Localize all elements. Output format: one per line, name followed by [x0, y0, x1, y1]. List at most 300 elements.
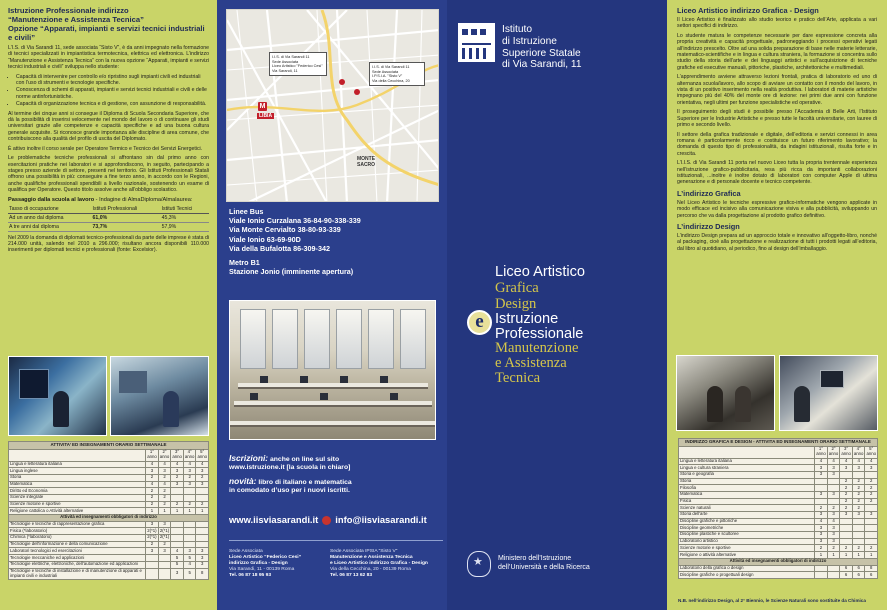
bullet-icon: [322, 516, 331, 525]
hours-cell: 6: [865, 572, 878, 579]
subject-cell: Religione o attività alternative: [679, 552, 815, 559]
bus-title: Linee Bus: [229, 207, 264, 216]
skill-item: • Capacità di organizzazione tecnica e di gestione, con assunzione di responsabilità.: [16, 101, 209, 107]
divider: [229, 540, 443, 541]
hours-cell: 2: [158, 501, 171, 508]
diploma-paragraph: Al termine dei cinque anni si consegue il Diploma di Scuola Secondaria Superiore, che dà la possibilità di inserirsi velocemente nel mondo del lavoro o di continuare gli studi universitari grazie alle competenze e capacità specifiche e ad una buona cultura generale acquisite. Si riconosce grande importanza alle discipline di area comune, che contribuiscono alla qualità del profilo di uscita del Diplomato.: [8, 110, 209, 143]
hours-cell: 3: [196, 468, 209, 475]
liceo-p3: L’apprendimento avviene attraverso lezioni frontali, pratica di laboratorio ed uno di alternanza scuola/lavoro, allo scopo di avviare un contatto con il mondo del lavoro, in vista di un positivo inserimento nella realtà produttiva. I laboratori di materie artistiche impegnano più del 40% del monte ore di lezione: nei primi due anni con funzione orientativa, negli ultimi per funzione specialistiche ed operative.: [677, 74, 877, 106]
subject-cell: Tecnologie e tecniche di rappresentazione grafica: [9, 521, 146, 528]
hours-cell: [171, 488, 184, 495]
hours-cell: 2: [852, 491, 865, 498]
sede-line: Liceo Artistico “Federico Cesi”: [229, 555, 302, 560]
hours-cell: 3: [827, 465, 840, 472]
hours-cell: 3: [815, 525, 828, 532]
occupation-title: Passaggio dalla scuola al lavoro: [8, 196, 95, 203]
hours-cell: 3: [183, 468, 196, 475]
hours-cell: 3: [158, 521, 171, 528]
col-header: 5° anno: [866, 446, 876, 457]
hours-cell: 3: [183, 548, 196, 555]
subject-cell: Discipline geometriche: [679, 525, 815, 532]
metro-title: Metro B1: [229, 257, 260, 267]
hours-cell: 2: [146, 494, 159, 501]
hours-cell: [146, 561, 159, 568]
grafica-heading: L’indirizzo Grafica: [677, 188, 741, 198]
hours-cell: [171, 528, 184, 535]
istruzione-title: Istruzione Professionale indirizzo: [8, 6, 129, 15]
window-shape: [240, 309, 266, 369]
hours-cell: 3: [183, 481, 196, 488]
table-body: [679, 458, 878, 558]
subject-cell: Lingua e cultura straniera: [679, 465, 815, 472]
hours-cell: 2(*1): [147, 534, 157, 540]
hours-cell: [865, 518, 878, 525]
hours-cell: 2: [158, 474, 171, 481]
hours-cell: [865, 532, 878, 539]
cover-professionale: Professionale: [495, 326, 584, 342]
hours-cell: 2: [852, 485, 865, 492]
liceo-p1: Il Liceo Artistico è finalizzato allo studio teorico e pratico dell’Arte, applicata a vari settori specifici di indirizzo.: [677, 17, 877, 30]
col-header: 3° anno: [172, 449, 182, 460]
subject-cell: Discipline grafiche o progettuali design: [679, 572, 815, 579]
location-map: [226, 9, 439, 202]
hours-cell: [196, 541, 209, 548]
hours-cell: 4: [865, 458, 878, 465]
hours-cell: [827, 478, 840, 485]
table-title: ATTIVITA’ ED INSEGNAMENTI ORARIO SETTIMANALE: [9, 442, 209, 450]
subject-cell: Storia: [9, 474, 146, 481]
table-row: [9, 481, 209, 488]
hours-cell: 3: [196, 481, 209, 488]
iscrizioni-site: www.istruzione.it [la scuola in chiaro]: [229, 464, 351, 472]
bus-line: Via Monte Cervialto 38-80-93-339: [229, 225, 341, 235]
subject-cell: Tecnologie elettriche, elettroniche, dell’automazione ed applicazioni: [9, 561, 146, 568]
table-row: [9, 468, 209, 475]
right-schedule-table: [678, 438, 878, 579]
hours-cell: 3: [827, 471, 840, 478]
sede-phone: Tel. 06 87 13 62 83: [330, 573, 373, 578]
occ-header: Istituti Tecnici: [161, 205, 209, 214]
hours-cell: [852, 525, 865, 532]
callout-line: I.P.S.I.A. "Sisto V": [372, 74, 403, 79]
design-paragraph: L’indirizzo Design prepara ad un approccio totale e innovativo all’oggetto-libro, nonché al packaging, cioè alla progettazione e realizzazione di tutti i prodotti legati all’editoria, dal libro al quotidiano, al periodico, fino al design dell’imballaggio.: [677, 232, 877, 252]
student-silhouette: [735, 386, 751, 422]
col-header: 4° anno: [184, 449, 195, 460]
hours-cell: 3: [146, 548, 159, 555]
table-row: [679, 458, 878, 465]
sede-line: e Liceo Artistico indirizzo Grafica - Design: [330, 561, 428, 566]
hours-cell: 2: [146, 488, 159, 495]
hours-cell: 2: [840, 498, 853, 505]
table-row: [679, 478, 878, 485]
callout-line: Sede Associata: [372, 69, 399, 74]
institute-line: di Via Sarandi, 11: [502, 59, 582, 71]
subject-cell: Chimica (*laboratorio): [9, 535, 146, 542]
hours-cell: 4: [827, 458, 840, 465]
hours-cell: 2: [815, 545, 828, 552]
hours-cell: [183, 521, 196, 528]
col-header: 2° anno: [159, 449, 170, 460]
hours-cell: 3: [158, 548, 171, 555]
monitor-shape: [260, 376, 268, 383]
metro-line: Stazione Jonio (imminente apertura): [229, 266, 354, 276]
grafica-paragraph: Nel Liceo Artistico le tecniche espressive grafico-informatiche vengono applicate in modo efficace ed incisivo alla comunicazione visiva e alla pubblicità, sviluppando un percorso che va dalla progettazione al prodotto grafico definitivo.: [677, 199, 877, 219]
hours-cell: 2: [815, 505, 828, 512]
hours-cell: 2: [183, 501, 196, 508]
hours-cell: 3: [815, 491, 828, 498]
hours-cell: 2: [171, 501, 184, 508]
hours-cell: 2: [196, 474, 209, 481]
callout-line: Via Sarandi, 11: [272, 68, 298, 73]
subject-cell: Laboratorio della grafica o design: [679, 565, 815, 572]
subject-cell: Diritto ed Economia: [9, 488, 146, 495]
col-header: 3° anno: [841, 446, 851, 457]
hours-cell: 4: [815, 518, 828, 525]
window-shape: [272, 309, 298, 369]
serale-paragraph: È attivo inoltre il corso serale per Operatore Termico e Tecnico dei Servizi Energetici.: [8, 145, 203, 152]
liceo-title: Liceo Artistico indirizzo Grafica - Design: [677, 6, 819, 15]
hours-cell: 1: [146, 508, 159, 515]
table-row: [679, 471, 878, 478]
hours-cell: 2(*1): [159, 534, 170, 540]
hours-cell: [196, 535, 209, 542]
table-section: Attività ed insegnamenti obbligatori di indirizzo: [679, 558, 878, 565]
hours-cell: 3: [196, 555, 209, 562]
istruzione-title-2: “Manutenzione e Assistenza Tecnica”: [8, 15, 144, 24]
table-corner: [679, 446, 815, 458]
liceo-p5: Il settore della grafica tradizionale e digitale, dell’editoria e servizi connessi in area romana è particolarmente ricco e costituisce un futuro riferimento lavorativo; la domanda di questo tipo di professionalità, da indagini istituzionali, risulta forte e in crescita.: [677, 131, 877, 157]
hours-cell: 2: [852, 478, 865, 485]
hours-cell: 5: [171, 561, 184, 568]
table-title: INDIRIZZO GRAFICA E DESIGN - ATTIVITA ED INSEGNAMENTI ORARIO SETTIMANALE: [679, 439, 878, 447]
occupation-table: [8, 205, 209, 232]
callout-cesi: [269, 52, 327, 76]
hours-cell: 3: [827, 538, 840, 545]
hours-cell: 3: [827, 491, 840, 498]
liceo-p2: Lo studente matura le competenze necessarie per dare espressione concreta alla propria creatività e capacità progettuale, padroneggiando i processi operativi legati all’indirizzo prescelto. Oltre ad una solida preparazione di base nelle materie letterarie, matematico-scientifiche e in lingua e cultura straniera, la formazione si concentra sullo studio della storia dell’arte e dei linguaggi artistici e sull’acquisizione di tecniche grafiche ed esecutive manuali, pittoriche, plastiche, architettoniche e multimediali.: [677, 32, 877, 71]
hours-cell: [158, 561, 171, 568]
hours-cell: [815, 572, 828, 579]
hours-cell: 8: [196, 568, 209, 580]
hours-cell: 2: [865, 491, 878, 498]
hours-cell: 6: [852, 572, 865, 579]
hours-cell: 3: [852, 512, 865, 519]
hours-cell: [146, 568, 159, 580]
student-silhouette: [707, 386, 723, 422]
hours-cell: 4: [815, 458, 828, 465]
table-row: [679, 572, 878, 579]
hours-cell: 3: [827, 532, 840, 539]
sede-phone: Tel. 06 87 18 95 93: [229, 573, 272, 578]
stage-paragraph: Le problematiche tecniche professionali si affrontano sin dal primo anno con esercitazioni pratiche nei laboratori e si approfondiscono, in seguito, partecipando a stages presso aziende di settore, presenti nel territorio. Gli Istituti Professionali Statali offrono una possibilità in più: conseguire a fine terzo anno, in accordo con le Regioni, anche qualifiche professionali spendibili a livello nazionale, sostenendo un esame di qualifica per Operatore. Questo titolo assolve anche all’obbligo scolastico.: [8, 155, 209, 194]
hours-cell: 6: [852, 565, 865, 572]
occ-cell: 57,9%: [161, 222, 209, 231]
novita-keyword: novità:: [229, 475, 257, 486]
hours-cell: [852, 538, 865, 545]
sede-line: Sede Associata: [229, 549, 263, 554]
table-row: [8, 213, 209, 222]
window-shape: [336, 309, 362, 369]
subject-cell: Discipline grafiche e pittoriche: [679, 518, 815, 525]
ministry-name: [498, 555, 590, 572]
hours-cell: 4: [183, 461, 196, 468]
monitor-shape: [390, 393, 398, 400]
subject-cell: Storia: [679, 478, 815, 485]
students-photo: [676, 355, 775, 431]
occ-cell: A tre anni dal diploma: [8, 222, 92, 231]
hours-cell: [852, 518, 865, 525]
hours-cell: 3: [815, 532, 828, 539]
institute-line: di Istruzione: [502, 35, 557, 47]
callout-line: I.I.S. di Via Sarandi 11: [372, 65, 410, 69]
hours-cell: 2: [840, 505, 853, 512]
subject-cell: Tecnologie e tecniche di installazione e di manutenzione di apparati e impianti civili e industriali: [9, 568, 146, 580]
ministry-line: Ministero dell’Istruzione: [498, 555, 572, 562]
workshop-photo: [110, 356, 209, 436]
desk-row: [230, 421, 436, 427]
hours-cell: 3: [171, 481, 184, 488]
computer-lab-photo: [779, 355, 878, 431]
hours-cell: 2: [840, 485, 853, 492]
subject-cell: Tecnologie dell’informazione e della comunicazione: [9, 541, 146, 548]
hours-cell: [158, 555, 171, 562]
monitor-shape: [820, 370, 844, 388]
subject-cell: Matematica: [9, 481, 146, 488]
hours-cell: 2: [827, 505, 840, 512]
institute-name: [502, 24, 581, 71]
hours-cell: 4: [840, 458, 853, 465]
hours-cell: [171, 521, 184, 528]
cover-grafica: Grafica: [495, 280, 539, 296]
hours-cell: [865, 525, 878, 532]
window-shape: [400, 309, 426, 369]
cover-assistenza: e Assistenza: [495, 355, 567, 371]
desk-row: [234, 401, 432, 407]
col-header: 5° anno: [197, 449, 207, 460]
col-header: 1° anno: [816, 446, 826, 457]
hours-cell: [815, 498, 828, 505]
table-row: [9, 501, 209, 508]
subject-cell: Scienze motorie e sportive: [679, 545, 815, 552]
occ-cell: 73,7%: [92, 222, 161, 231]
classroom-photo: [229, 300, 436, 440]
hours-cell: 2: [865, 478, 878, 485]
desk-row: [238, 383, 428, 389]
hours-cell: [827, 572, 840, 579]
enrollment-info: [229, 454, 443, 496]
subject-cell: Lingua inglese: [9, 468, 146, 475]
hours-cell: [852, 532, 865, 539]
hours-cell: 4: [158, 461, 171, 468]
subject-cell: Laboratori tecnologici ed esercitazioni: [9, 548, 146, 555]
hours-cell: 3: [815, 538, 828, 545]
window-shape: [368, 309, 394, 369]
hours-cell: 2: [158, 494, 171, 501]
skill-item: • Capacità di intervenire per controllo e/o ripristino sugli impianti civili ed industriali con l’uso di strumenti e tecnologie specifiche.: [16, 74, 209, 87]
hours-cell: [171, 535, 184, 542]
hours-cell: [840, 532, 853, 539]
cover-liceo: Liceo Artistico: [495, 264, 586, 280]
hours-cell: 5: [171, 555, 184, 562]
transport-info: [229, 207, 443, 276]
student-silhouette: [53, 391, 69, 427]
sede-cesi: [229, 549, 301, 579]
sede-sisto: [330, 549, 428, 579]
occupation-heading: [8, 197, 209, 203]
hours-cell: 4: [171, 548, 184, 555]
hours-cell: 3: [158, 468, 171, 475]
hours-cell: [183, 541, 196, 548]
window-shape: [304, 309, 330, 369]
hours-cell: [183, 528, 196, 535]
hours-cell: [196, 488, 209, 495]
cover-manutenzione: Manutenzione: [495, 340, 579, 356]
lab-photo: [8, 356, 107, 436]
hours-cell: [171, 541, 184, 548]
occupation-source: - Indagine di AlmaDiploma/Almalaurea:: [94, 196, 193, 203]
sede-line: Via Sarandi, 11 - 00139 Roma: [229, 567, 295, 572]
callout-line: Liceo Artistico "Federico Cesi": [272, 64, 323, 69]
opzione-subtitle: Opzione “Apparati, impianti e servizi tecnici industriali e civili”: [8, 24, 205, 42]
subject-cell: Fisica (*laboratorio): [9, 528, 146, 535]
hours-cell: 1: [852, 552, 865, 559]
sede-line: Manutenzione e Assistenza Tecnica: [330, 555, 413, 560]
ministry-line: dell’Università e della Ricerca: [498, 563, 590, 571]
hours-cell: 3: [196, 561, 209, 568]
hours-cell: 3: [852, 465, 865, 472]
hours-cell: [158, 568, 171, 580]
col-header: 4° anno: [853, 446, 864, 457]
monitor-shape: [340, 376, 348, 383]
hours-cell: 3: [827, 512, 840, 519]
subject-cell: Scienze integrate: [9, 494, 146, 501]
callout-sisto: [369, 62, 425, 86]
hours-cell: 2: [852, 498, 865, 505]
hours-cell: [840, 525, 853, 532]
hours-cell: 2: [171, 474, 184, 481]
table-row: [9, 474, 209, 481]
subject-cell: Laboratorio artistico: [679, 538, 815, 545]
skills-list: [16, 74, 209, 108]
hours-cell: 2: [183, 474, 196, 481]
hours-cell: 6: [840, 565, 853, 572]
hours-cell: 3: [146, 468, 159, 475]
cover-istruzione: Istruzione: [495, 311, 559, 327]
hours-cell: 2: [158, 488, 171, 495]
cover-panel: [447, 0, 667, 610]
table-body: [9, 461, 209, 515]
liceo-p6: L’I.I.S. di Via Sarandi 11 porta nel nuovo Liceo tutta la propria trentennale esperienza nell’istruzione grafico-pubblicitaria, resa più ricca da importanti collaborazioni istituzionali, ...inoltre è inoltre dotato di laboratori con computer Apple di ultima generazione e di personale docente e tecnico competente.: [677, 160, 877, 186]
hours-cell: 3: [865, 512, 878, 519]
hours-cell: 6: [840, 572, 853, 579]
hours-cell: 2: [840, 478, 853, 485]
hours-cell: 3: [840, 512, 853, 519]
subject-cell: Religione cattolica o Attività alternative: [9, 508, 146, 515]
hours-cell: 1: [183, 508, 196, 515]
occ-header: Tasso di occupazione: [8, 205, 92, 214]
hours-cell: 1: [827, 552, 840, 559]
occ-cell: 61,0%: [92, 213, 161, 222]
monitor-shape: [380, 376, 388, 383]
hours-cell: [196, 521, 209, 528]
col-header: 2° anno: [828, 446, 839, 457]
e-emblem-icon: e: [467, 310, 492, 335]
hours-cell: 2: [840, 491, 853, 498]
novita-text: libro di italiano e matematica: [258, 478, 352, 486]
left-schedule-table: [8, 441, 209, 580]
table-row: [679, 538, 878, 545]
website-link[interactable]: www.iisviasarandi.it: [229, 514, 319, 525]
student-silhouette: [163, 391, 179, 427]
hours-cell: [183, 488, 196, 495]
liceo-p4: Il proseguimento degli studi è possibile presso l’Accademia di Belle Arti, l’Istituto Superiore per le Industrie Artistiche e presso tutte le facoltà universitarie, con lauree di primo e secondo livello.: [677, 109, 877, 129]
hours-cell: 5: [183, 568, 196, 580]
occ-cell: Ad un anno dal diploma: [8, 213, 92, 222]
email-link[interactable]: info@iisviasarandi.it: [335, 514, 427, 525]
subject-cell: Lingua e letteratura italiana: [9, 461, 146, 468]
hours-cell: 3: [196, 548, 209, 555]
design-note: N.B. nell’indirizzo Design, al 2° Biennio, le Scienze Naturali sono sostituite da Chimica: [678, 598, 866, 603]
hours-cell: [840, 538, 853, 545]
school-logo-icon: [458, 23, 495, 62]
hours-cell: [827, 498, 840, 505]
monitor-shape: [300, 376, 308, 383]
table-row: [679, 505, 878, 512]
monitor-shape: [320, 393, 328, 400]
hours-cell: 5: [183, 555, 196, 562]
hours-cell: 4: [158, 481, 171, 488]
hours-cell: 3: [171, 568, 184, 580]
iscrizioni-keyword: Iscrizioni:: [229, 453, 269, 463]
hours-cell: 1: [840, 552, 853, 559]
table-section: Attività ed insegnamenti obbligatori di indirizzo: [9, 515, 209, 522]
hours-cell: 2: [827, 545, 840, 552]
hours-cell: [865, 538, 878, 545]
subject-cell: Tecnologie meccaniche ed applicazioni: [9, 555, 146, 562]
occ-header: Istituti Professionali: [92, 205, 161, 214]
hours-cell: 2(*1): [159, 527, 170, 533]
hours-cell: 4: [827, 518, 840, 525]
hours-cell: 2: [146, 474, 159, 481]
left-photos: [8, 356, 209, 436]
hours-cell: 3: [146, 521, 159, 528]
hours-cell: 3: [815, 471, 828, 478]
callout-line: Via della Cecchina, 20: [372, 78, 410, 83]
institute-line: Superiore Statale: [502, 47, 581, 59]
hours-cell: [815, 478, 828, 485]
table-row: [9, 461, 209, 468]
hours-cell: 4: [171, 461, 184, 468]
subject-cell: Filosofia: [679, 485, 815, 492]
equipment-shape: [119, 371, 147, 393]
hours-cell: 2: [865, 498, 878, 505]
table-row: [679, 498, 878, 505]
hours-cell: [146, 555, 159, 562]
hours-cell: 4: [196, 461, 209, 468]
hours-cell: 1: [815, 552, 828, 559]
table-body: [9, 521, 209, 579]
hours-cell: 1: [171, 508, 184, 515]
hours-cell: [183, 535, 196, 542]
callout-line: I.I.S. di Via Sarandi 11: [272, 55, 310, 59]
hours-cell: 2: [158, 541, 171, 548]
monitor-shape: [250, 393, 258, 400]
hours-cell: 3: [827, 525, 840, 532]
hours-cell: 4: [146, 461, 159, 468]
table-row: [679, 545, 878, 552]
hours-cell: [196, 528, 209, 535]
student-silhouette: [794, 386, 810, 422]
